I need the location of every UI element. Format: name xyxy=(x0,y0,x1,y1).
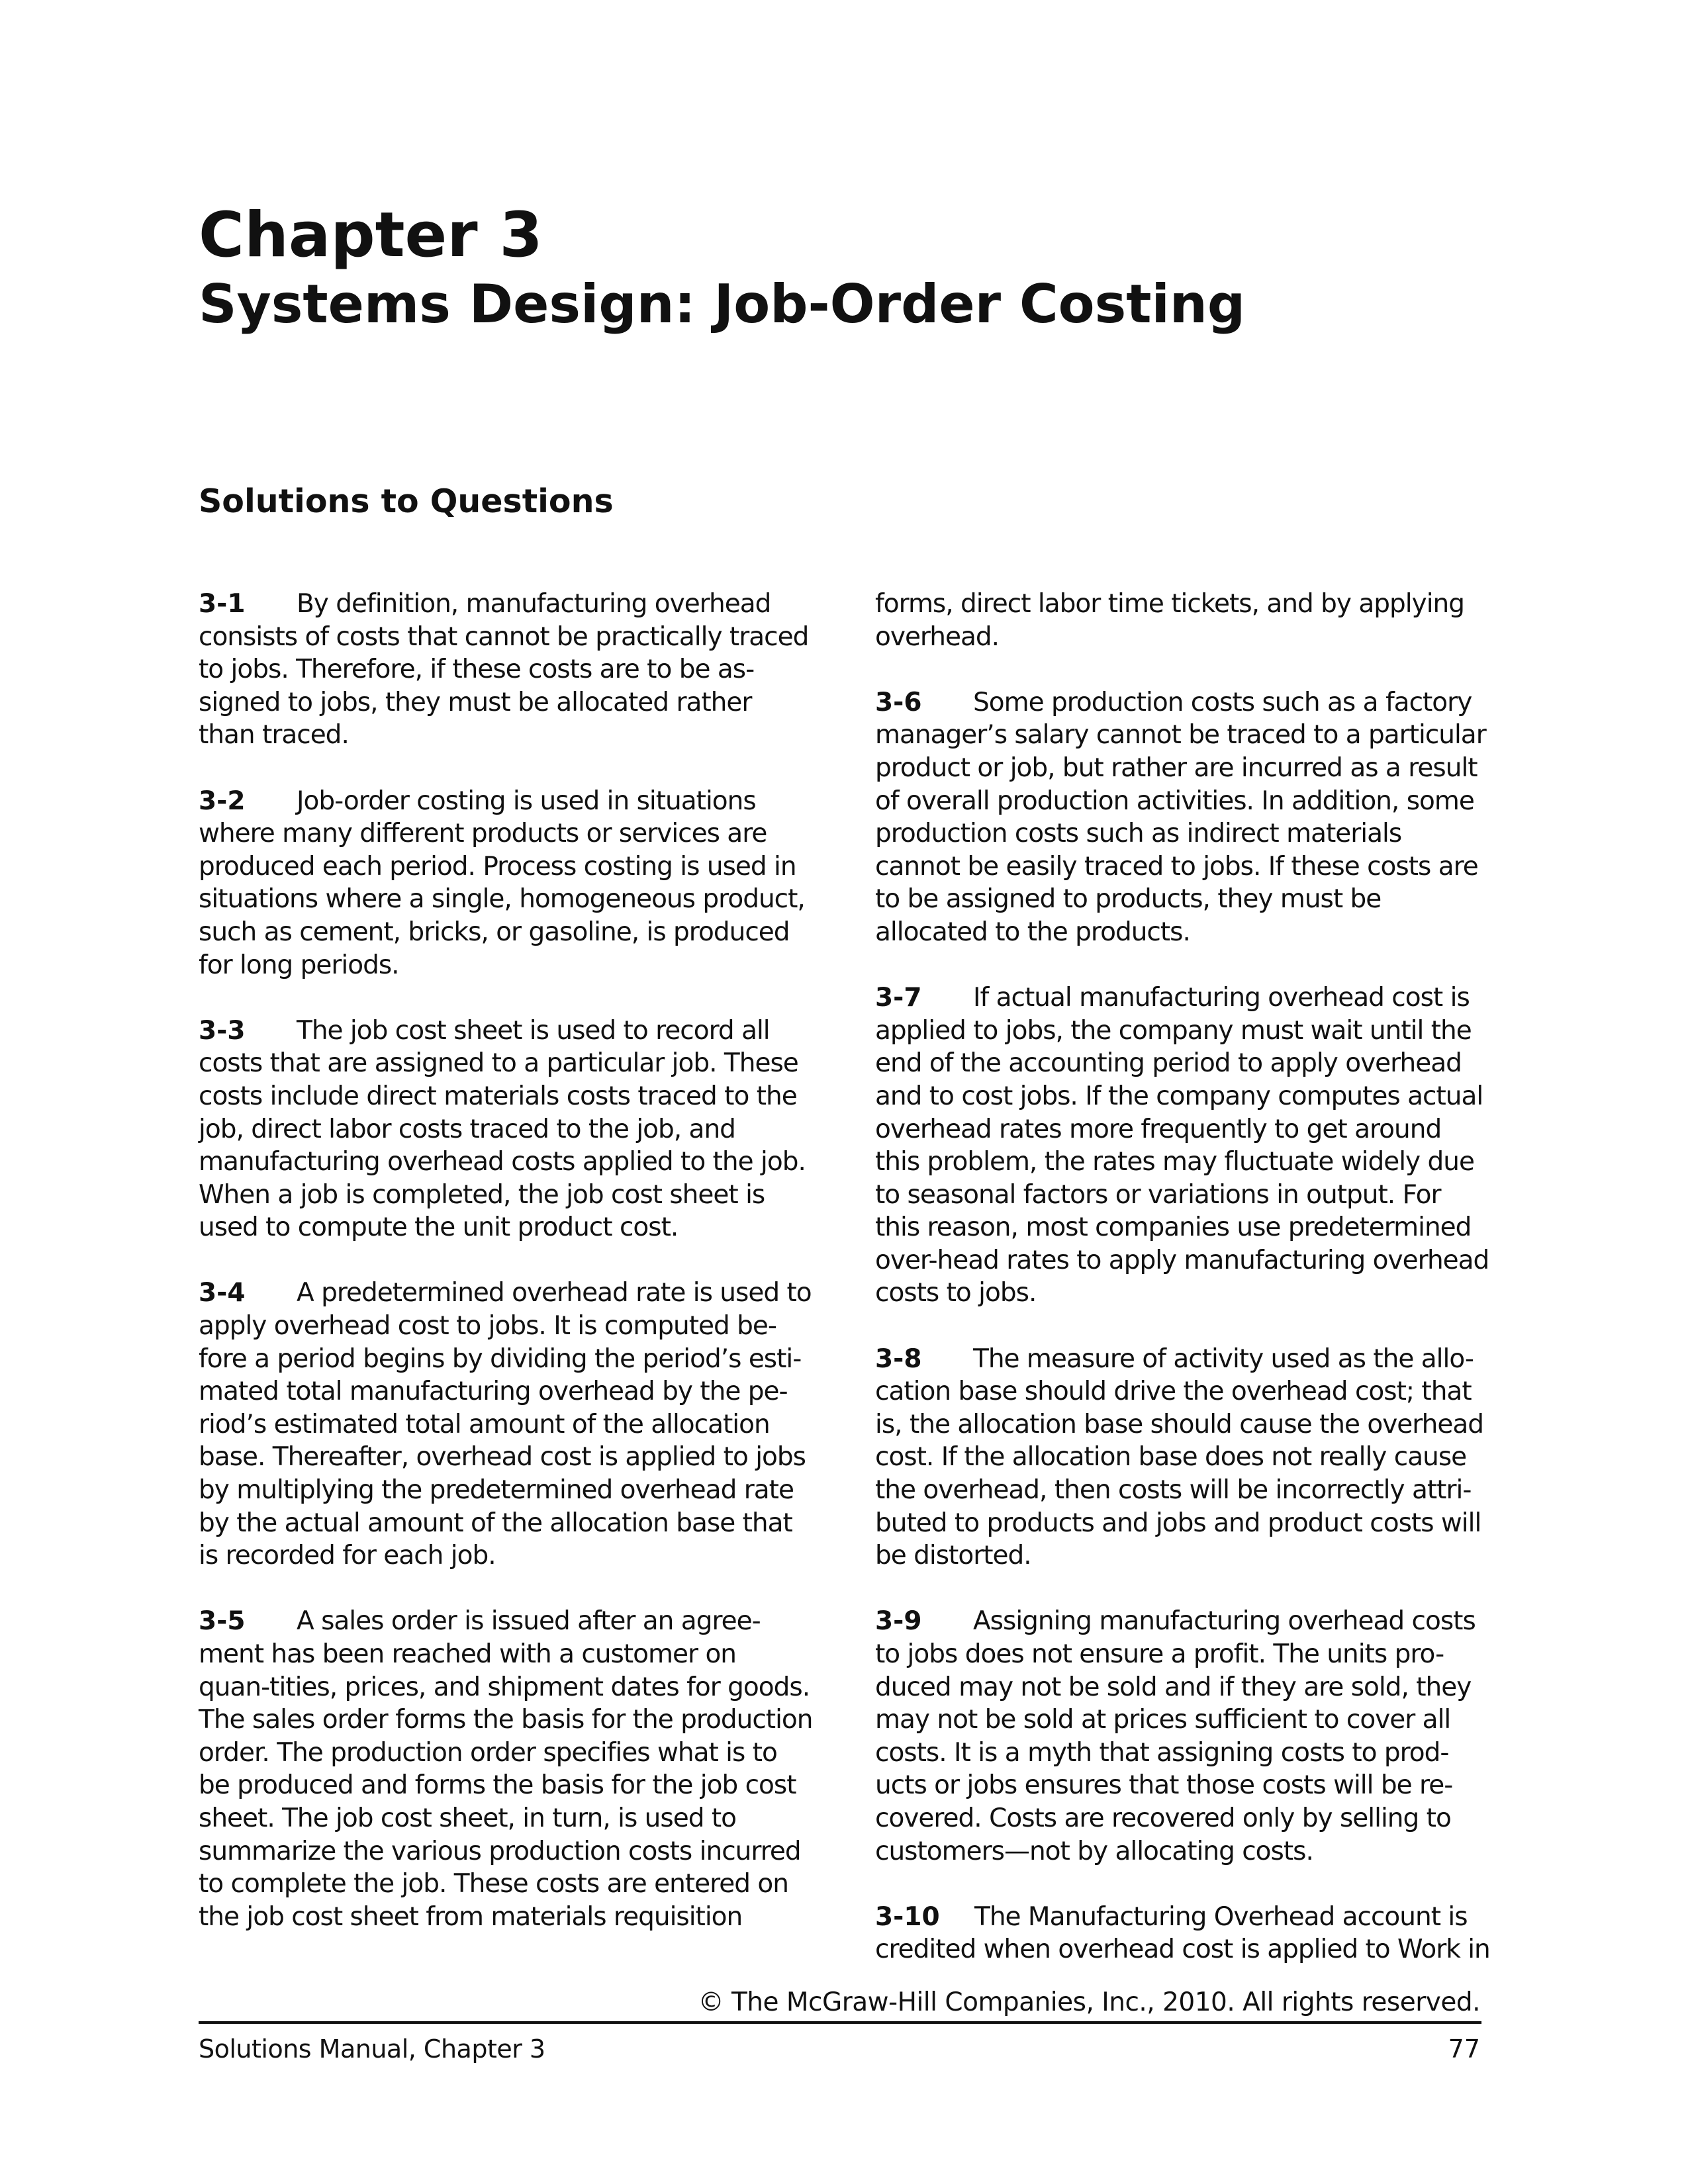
copyright-notice: © The McGraw-Hill Companies, Inc., 2010. All rights reserved. xyxy=(698,1987,1480,2017)
question-number: 3-7 xyxy=(875,983,922,1013)
question-answer-3-7 xyxy=(875,981,1491,1310)
answer-text: The measure of activity used as the allo-cation base should drive the overhead cost; that is, the allocation base should cause the overhead cost. If the allocation base does not really cause the overhead, then costs will be incorrectly attri-buted to products and jobs and product costs will be distorted. xyxy=(875,1343,1484,1571)
question-answer-3-8 xyxy=(875,1343,1491,1572)
question-number: 3-3 xyxy=(199,1015,246,1046)
chapter-heading xyxy=(199,199,1245,336)
answer-text: Some production costs such as a factory manager’s salary cannot be traced to a particular product or job, but rather are incurred as a result of overall production activities. In addition, some production costs such as indirect materials cannot be easily traced to jobs. If these costs are to be assigned to products, they must be allocated to the products. xyxy=(875,687,1486,947)
question-answer-3-3 xyxy=(199,1015,814,1244)
footer-divider xyxy=(199,2021,1481,2024)
answer-text: The job cost sheet is used to record all costs that are assigned to a particular job. These costs include direct materials costs traced to the job, direct labor costs traced to the job, and manufacturing overhead costs applied to the job. When a job is completed, the job cost sheet is used to compute the unit product cost. xyxy=(199,1015,806,1243)
section-title: Solutions to Questions xyxy=(199,482,614,520)
answer-text: Job-order costing is used in situations where many different products or services are produced each period. Process costing is used in situations where a single, homogeneous product, such as cement, bricks, or gasoline, is produced for long periods. xyxy=(199,786,805,980)
question-answer-3-5 xyxy=(199,1605,814,1933)
answer-text: If actual manufacturing overhead cost is applied to jobs, the company must wait until the end of the accounting period to apply overhead and to cost jobs. If the company computes actual overhead rates more frequently to get around this problem, the rates may fluctuate widely due to seasonal factors or variations in output. For this reason, most companies use predetermined over-head rates to apply manufacturing overhead costs to jobs. xyxy=(875,983,1489,1308)
question-answer-3-9 xyxy=(875,1605,1491,1868)
question-number: 3-1 xyxy=(199,589,246,619)
question-number: 3-10 xyxy=(875,1901,940,1932)
question-number: 3-4 xyxy=(199,1278,246,1308)
answer-3-5-continuation: forms, direct labor time tickets, and by applying overhead. xyxy=(875,589,1465,652)
question-answer-3-2 xyxy=(199,785,814,982)
chapter-title: Systems Design: Job-Order Costing xyxy=(199,273,1246,335)
chapter-number: Chapter 3 xyxy=(199,199,543,271)
answer-text: A predetermined overhead rate is used to apply overhead cost to jobs. It is computed be-fore a period begins by dividing the period’s esti-mated total manufacturing overhead by the pe-riod’s estimated total amount of the allocation base. Thereafter, overhead cost is applied to jobs by multiplying the predetermined overhead rate by the actual amount of the allocation base that is recorded for each job. xyxy=(199,1278,812,1571)
answer-text: By definition, manufacturing overhead consists of costs that cannot be practically traced to jobs. Therefore, if these costs are to be as-signed to jobs, they must be allocated rather than traced. xyxy=(199,589,809,751)
answer-text: A sales order is issued after an agree-ment has been reached with a customer on quan-tities, prices, and shipment dates for goods. The sales order forms the basis for the production order. The production order specifies what is to be produced and forms the basis for the job cost sheet. The job cost sheet, in turn, is used to summarize the various production costs incurred to complete the job. These costs are entered on the job cost sheet from materials requisition xyxy=(199,1606,813,1932)
footer-manual-title: Solutions Manual, Chapter 3 xyxy=(199,2034,545,2064)
question-number: 3-6 xyxy=(875,687,922,717)
question-answer-3-1 xyxy=(199,588,814,752)
answer-text: The Manufacturing Overhead account is credited when overhead cost is applied to Work in xyxy=(875,1901,1490,1965)
question-number: 3-9 xyxy=(875,1606,922,1637)
right-column xyxy=(875,588,1491,1999)
question-answer-3-6 xyxy=(875,686,1491,949)
question-answer-3-10 xyxy=(875,1901,1491,1966)
left-column xyxy=(199,588,814,1966)
question-number: 3-5 xyxy=(199,1606,246,1637)
question-number: 3-2 xyxy=(199,786,246,816)
question-answer-3-4 xyxy=(199,1277,814,1572)
page-number: 77 xyxy=(1448,2034,1480,2064)
question-number: 3-8 xyxy=(875,1343,922,1374)
answer-text: Assigning manufacturing overhead costs to jobs does not ensure a profit. The units pro-duced may not be sold and if they are sold, they may not be sold at prices sufficient to cover all costs. It is a myth that assigning costs to prod-ucts or jobs ensures that those costs will be re-covered. Costs are recovered only by selling to customers—not by allocating costs. xyxy=(875,1606,1476,1866)
